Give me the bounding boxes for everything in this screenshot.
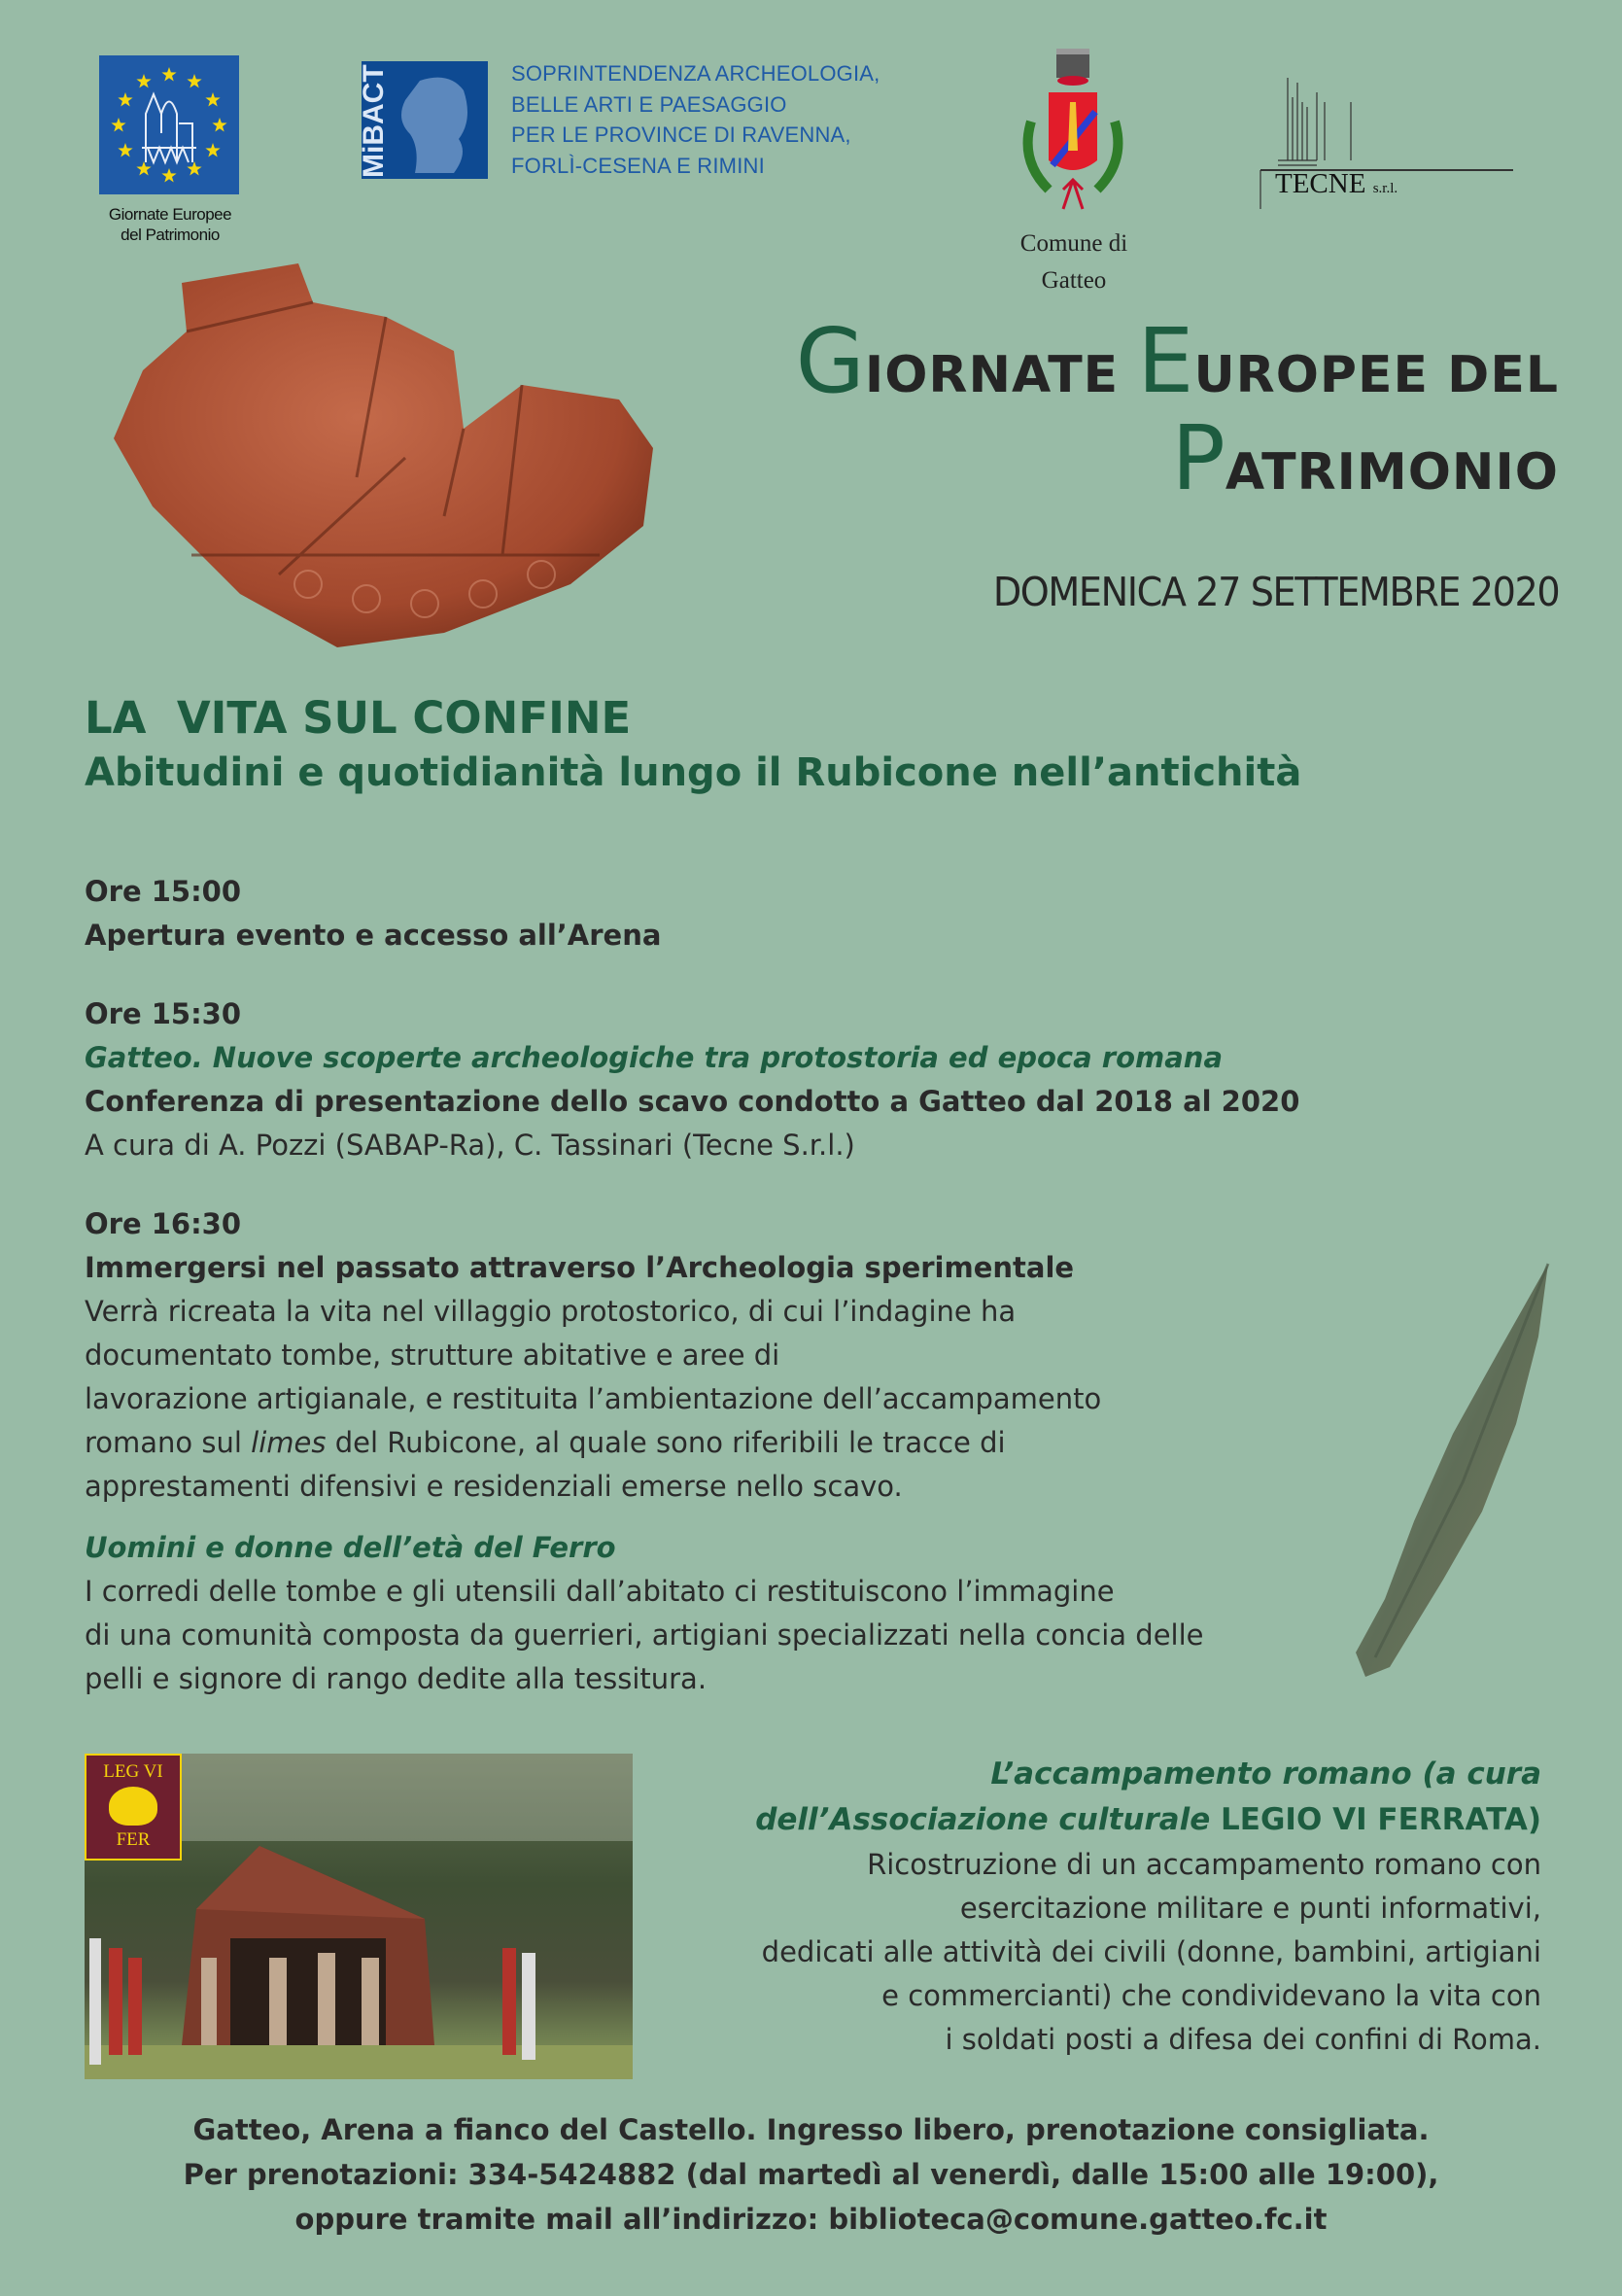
banner-text-bottom: FER <box>116 1829 151 1850</box>
star-icon <box>118 92 132 107</box>
mibact-head-icon <box>358 61 488 179</box>
coat-of-arms-icon <box>1010 44 1136 214</box>
body-line: Verrà ricreata la vita nel villaggio protostorico, di cui l’indagine ha <box>85 1295 1017 1328</box>
footer-info <box>0 2107 1622 2242</box>
camp-description <box>755 1752 1541 2062</box>
body-line: di una comunità composta da guerrieri, artigiani specializzati nella concia delle <box>85 1618 1204 1652</box>
star-icon <box>136 74 151 87</box>
body-text: del Rubicone, al quale sono riferibili le tracce di <box>326 1426 1006 1459</box>
title-initial: E <box>1137 309 1194 413</box>
mibact-mark: MiBACT <box>358 64 390 178</box>
star-icon <box>161 67 176 82</box>
mibact-logo <box>358 61 488 179</box>
pottery-fragment-image <box>114 263 660 652</box>
body-line: lavorazione artigianale, e restituita l’ambientazione dell’accampamento <box>85 1382 1102 1415</box>
star-icon <box>118 143 132 157</box>
program-subtitle: Gatteo. Nuove scoperte archeologiche tra protostoria ed epoca romana <box>85 1041 1224 1074</box>
tecne-name <box>1275 168 1398 200</box>
soprintendenza-text <box>511 58 880 181</box>
footer-phone: Per prenotazioni: 334-5424882 (dal martedì al venerdì, dalle 15:00 alle 19:00), <box>183 2158 1439 2191</box>
body-emphasis: limes <box>251 1426 327 1459</box>
camp-body-line: dedicati alle attività dei civili (donne, bambini, artigiani <box>761 1935 1541 1968</box>
camp-heading: L’accampamento romano (a cura <box>990 1757 1541 1792</box>
soprintendenza-line: PER LE PROVINCE DI RAVENNA, <box>511 122 851 147</box>
comune-line: Gatteo <box>1041 267 1107 294</box>
spearhead-image <box>1317 1259 1555 1687</box>
body-line: documentato tombe, strutture abitative e aree di <box>85 1339 780 1372</box>
program-sub-heading: Uomini e donne dell’età del Ferro <box>85 1531 616 1564</box>
title-initial: P <box>1171 406 1225 510</box>
soprintendenza-line: SOPRINTENDENZA ARCHEOLOGIA, <box>511 61 880 86</box>
body-line: pelli e signore di rango dedite alla tessitura. <box>85 1662 707 1695</box>
camp-heading-bold: LEGIO VI FERRATA) <box>1221 1802 1541 1837</box>
roman-camp-photo <box>85 1754 633 2079</box>
main-title-line-2 <box>1171 406 1559 510</box>
camp-body-line: Ricostruzione di un accampamento romano con <box>867 1848 1541 1881</box>
camp-body-line: e commercianti) che condividevano la vita con <box>881 1979 1541 2012</box>
program-heading: Conferenza di presentazione dello scavo condotto a Gatteo dal 2018 al 2020 <box>85 1085 1300 1118</box>
camp-body-line: i soldati posti a difesa dei confini di Roma. <box>945 2023 1541 2056</box>
star-icon <box>136 161 151 176</box>
title-word: IORNATE <box>864 346 1138 404</box>
program <box>85 870 1348 1701</box>
star-icon <box>205 143 220 157</box>
event-title: LA VITA SUL CONFINE <box>85 692 632 744</box>
caption-line: del Patrimonio <box>121 226 220 244</box>
soprintendenza-line: BELLE ARTI E PAESAGGIO <box>511 91 787 117</box>
eu-heritage-logo <box>99 55 239 194</box>
eu-logo-caption <box>87 204 253 245</box>
eu-stars-icon <box>99 55 239 194</box>
legio-banner <box>85 1754 182 1861</box>
tecne-wordmark: TECNE <box>1275 168 1366 199</box>
title-initial: G <box>795 309 865 413</box>
camp-heading-italic: dell’Associazione culturale <box>755 1802 1222 1837</box>
star-icon <box>212 118 226 132</box>
star-icon <box>205 92 220 107</box>
gatteo-coat-of-arms <box>1010 44 1136 214</box>
camp-body-line: esercitazione militare e punti informativi, <box>959 1892 1541 1925</box>
time-1530: Ore 15:30 <box>85 997 242 1030</box>
event-date: DOMENICA 27 SETTEMBRE 2020 <box>992 569 1559 615</box>
body-line: apprestamenti difensivi e residenziali emerse nello scavo. <box>85 1470 903 1503</box>
camp-heading <box>755 1797 1541 1843</box>
footer-email: oppure tramite mail all’indirizzo: biblioteca@comune.gatteo.fc.it <box>294 2203 1328 2236</box>
program-heading: Apertura evento e accesso all’Arena <box>85 919 662 952</box>
star-icon <box>187 74 201 87</box>
main-title-line-1 <box>796 309 1559 413</box>
comune-line: Comune di <box>1019 230 1128 257</box>
body-text: romano sul <box>85 1426 252 1459</box>
body-line <box>85 1421 1348 1465</box>
footer-location: Gatteo, Arena a fianco del Castello. Ingresso libero, prenotazione consigliata. <box>192 2113 1430 2146</box>
comune-caption <box>982 226 1166 299</box>
tecne-suffix: s.r.l. <box>1372 181 1398 196</box>
star-icon <box>187 161 201 176</box>
caption-line: Giornate Europee <box>108 205 232 224</box>
legion-emblem-icon <box>109 1787 157 1826</box>
star-icon <box>111 118 125 132</box>
star-icon <box>161 168 176 183</box>
soprintendenza-line: FORLÌ-CESENA E RIMINI <box>511 153 765 178</box>
title-word: ATRIMONIO <box>1225 443 1559 502</box>
program-credits: A cura di A. Pozzi (SABAP-Ra), C. Tassinari (Tecne S.r.l.) <box>85 1129 855 1162</box>
time-1500: Ore 15:00 <box>85 875 242 908</box>
program-heading: Immergersi nel passato attraverso l’Archeologia sperimentale <box>85 1251 1075 1284</box>
banner-text-top: LEG VI <box>103 1761 163 1782</box>
time-1630: Ore 16:30 <box>85 1207 242 1240</box>
event-subtitle: Abitudini e quotidianità lungo il Rubicone nell’antichità <box>85 750 1302 795</box>
body-line: I corredi delle tombe e gli utensili dall’abitato ci restituiscono l’immagine <box>85 1575 1115 1608</box>
title-word: UROPEE DEL <box>1193 346 1559 404</box>
